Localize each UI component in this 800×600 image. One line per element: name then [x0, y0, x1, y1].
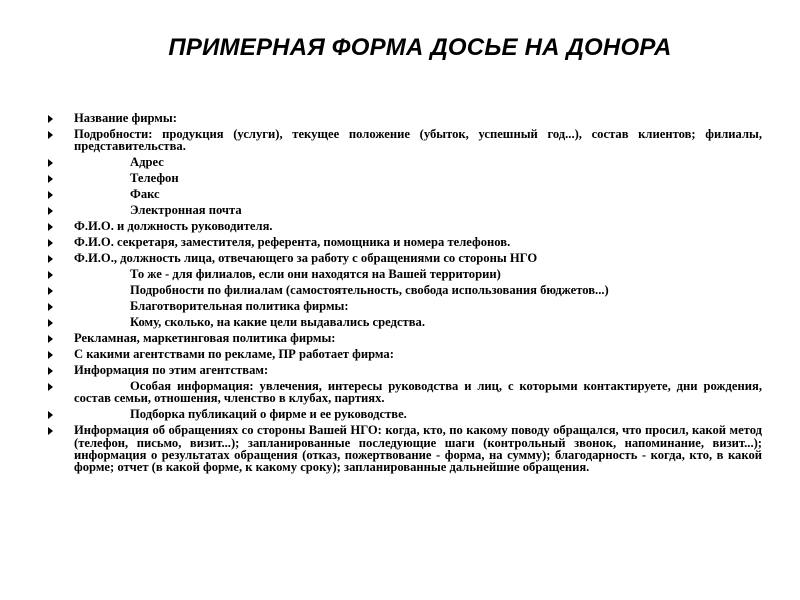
list-item-text: Название фирмы: — [74, 111, 177, 125]
list-item-text: Адрес — [130, 155, 164, 170]
list-item-text: То же - для филиалов, если они находятся на Вашей территории) — [130, 267, 501, 282]
list-item — [48, 188, 762, 200]
list-item — [48, 424, 762, 473]
list-item — [48, 220, 762, 232]
bullet-arrow-icon — [48, 351, 53, 359]
bullet-arrow-icon — [48, 223, 53, 231]
bullet-arrow-icon — [48, 367, 53, 375]
list-item-text: Ф.И.О. и должность руководителя. — [74, 219, 273, 234]
list-item-text: Телефон — [130, 171, 179, 186]
bullet-arrow-icon — [48, 411, 53, 419]
list-item — [48, 156, 762, 168]
list-item-text: Факс — [130, 187, 160, 202]
slide-title: ПРИМЕРНАЯ ФОРМА ДОСЬЕ НА ДОНОРА — [168, 34, 672, 61]
list-item — [48, 268, 762, 280]
list-item — [48, 332, 762, 344]
bullet-arrow-icon — [48, 319, 53, 327]
list-item — [48, 172, 762, 184]
list-item — [48, 252, 762, 264]
list-item-text: Рекламная, маркетинговая политика фирмы: — [74, 331, 336, 346]
list-item-text: Ф.И.О. секретаря, заместителя, референта, помощника и номера телефонов. — [74, 235, 511, 250]
list-item-text: Подробности по филиалам (самостоятельность, свобода использования бюджетов...) — [130, 283, 609, 298]
bullet-arrow-icon — [48, 207, 53, 215]
bullet-arrow-icon — [48, 239, 53, 247]
list-item-text: Электронная почта — [130, 203, 242, 218]
bullet-arrow-icon — [48, 303, 53, 311]
dossier-list — [48, 112, 762, 477]
bullet-arrow-icon — [48, 427, 53, 435]
list-item-text: Кому, сколько, на какие цели выдавались средства. — [130, 315, 425, 330]
list-item — [48, 316, 762, 328]
list-item — [48, 364, 762, 376]
list-item — [48, 128, 762, 152]
bullet-arrow-icon — [48, 287, 53, 295]
bullet-arrow-icon — [48, 159, 53, 167]
bullet-arrow-icon — [48, 383, 53, 391]
list-item — [48, 380, 762, 404]
bullet-arrow-icon — [48, 115, 53, 123]
list-item — [48, 112, 762, 124]
list-item — [48, 236, 762, 248]
bullet-arrow-icon — [48, 131, 53, 139]
list-item-text: Информация по этим агентствам: — [74, 363, 269, 378]
list-item-text: Подборка публикаций о фирме и ее руководстве. — [130, 407, 407, 422]
bullet-arrow-icon — [48, 335, 53, 343]
list-item-text: Ф.И.О., должность лица, отвечающего за работу с обращениями со стороны НГО — [74, 251, 538, 266]
list-item-text: Информация об обращениях со стороны Вашей НГО: когда, кто, по какому поводу обращался, что просил, какой метод (телефон, письмо, визит...); запланированные последующие шаги (контрольный звонок, напоминание, визит...); информация о результатах обращения (отказ, пожертвование - форма, на сумму); благодарность - когда, кто, в какой форме; отчет (в какой форме, к какому сроку); запланированные дальнейшие обращения. — [74, 423, 762, 475]
list-item-text: Благотворительная политика фирмы: — [130, 299, 349, 314]
bullet-arrow-icon — [48, 191, 53, 199]
list-item-text: С какими агентствами по рекламе, ПР работает фирма: — [74, 347, 394, 362]
list-item — [48, 284, 762, 296]
list-item-text: Подробности: продукция (услуги), текущее положение (убыток, успешный год...), состав клиентов; филиалы, представительства. — [74, 127, 762, 154]
list-item — [48, 408, 762, 420]
bullet-arrow-icon — [48, 175, 53, 183]
list-item — [48, 204, 762, 216]
bullet-arrow-icon — [48, 255, 53, 263]
list-item — [48, 300, 762, 312]
bullet-arrow-icon — [48, 271, 53, 279]
list-item — [48, 348, 762, 360]
list-item-text: Особая информация: увлечения, интересы руководства и лиц, с которыми контактируете, дни рождения, состав семьи, отношения, членство в клубах, партиях. — [74, 379, 762, 406]
